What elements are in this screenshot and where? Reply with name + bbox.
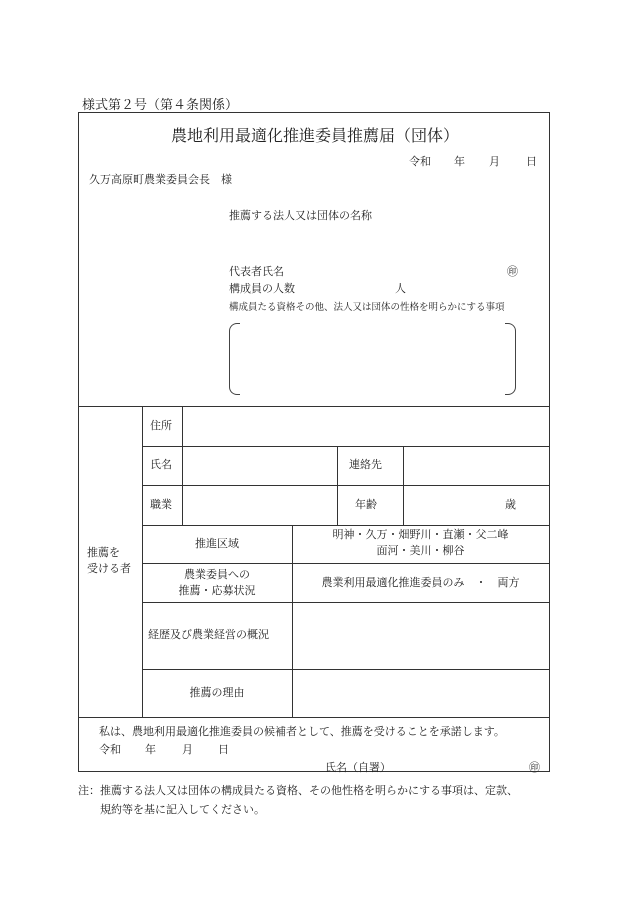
table-hline-1 — [142, 446, 549, 447]
date-day: 日 — [526, 155, 537, 168]
seal-icon: ㊞ — [507, 265, 518, 278]
member-count-label: 構成員の人数 — [229, 282, 295, 295]
table-hline-5 — [142, 602, 549, 603]
qualification-label: 構成員たる資格その他、法人又は団体の性格を明らかにする事項 — [229, 302, 505, 313]
area-label: 推進区域 — [195, 537, 239, 550]
consent-era: 令和 — [99, 743, 121, 756]
consent-month: 月 — [182, 743, 193, 756]
representative-label: 代表者氏名 — [229, 265, 284, 278]
form-frame — [78, 112, 550, 772]
consent-text: 私は、農地利用最適化推進委員の候補者として、推薦を受けることを承諾します。 — [99, 725, 505, 738]
area-value: 明神・久万・畑野川・直瀬・父二峰 面河・美川・柳谷 — [332, 528, 509, 557]
org-name-label: 推薦する法人又は団体の名称 — [229, 209, 372, 222]
nominee-section-label: 推薦を 受ける者 — [87, 546, 131, 575]
footnote — [78, 781, 558, 819]
name-label: 氏名 — [150, 458, 172, 471]
right-bracket — [505, 323, 516, 395]
form-title: 農地利用最適化推進委員推薦届（団体） — [170, 126, 459, 145]
contact-field[interactable] — [409, 450, 545, 482]
table-vline-1 — [142, 406, 143, 717]
status-label: 農業委員への 推薦・応募状況 — [178, 568, 256, 597]
table-hline-6 — [142, 669, 549, 670]
member-count-unit: 人 — [395, 282, 406, 295]
date-era: 令和 — [409, 155, 431, 168]
signature-label: 氏名（自署） — [325, 761, 391, 774]
age-unit: 歳 — [505, 498, 516, 511]
addressee: 久万高原町農業委員会長 様 — [89, 173, 232, 186]
occupation-field[interactable] — [187, 489, 333, 521]
occupation-label: 職業 — [150, 498, 172, 511]
table-top-line — [79, 406, 549, 407]
date-month: 月 — [489, 155, 500, 168]
table-hline-3 — [142, 525, 549, 526]
consent-year: 年 — [145, 743, 156, 756]
table-vline-2 — [182, 406, 183, 525]
form-number: 様式第２号（第４条関係） — [82, 98, 239, 113]
signature-seal-icon: ㊞ — [529, 761, 540, 774]
left-bracket — [229, 323, 240, 395]
footnote-line-2: 規約等を基に記入してください。 — [100, 803, 265, 816]
address-field[interactable] — [187, 411, 547, 443]
contact-label: 連絡先 — [349, 458, 382, 471]
table-hline-4 — [142, 563, 549, 564]
consent-day: 日 — [218, 743, 229, 756]
table-bottom-line — [79, 717, 549, 718]
reason-label: 推薦の理由 — [189, 686, 245, 699]
age-label: 年齢 — [355, 498, 377, 511]
reason-field[interactable] — [297, 674, 545, 714]
address-label: 住所 — [150, 419, 172, 432]
career-label: 経歴及び農業経営の概況 — [148, 628, 269, 641]
date-year: 年 — [454, 155, 465, 168]
name-field[interactable] — [187, 450, 333, 482]
status-options[interactable]: 農業利用最適化推進委員のみ ・ 両方 — [321, 576, 520, 589]
footnote-line-1: 注：推薦する法人又は団体の構成員たる資格、その他性格を明らかにする事項は、定款、 — [78, 784, 518, 797]
career-field[interactable] — [297, 607, 545, 665]
table-hline-2 — [142, 485, 549, 486]
